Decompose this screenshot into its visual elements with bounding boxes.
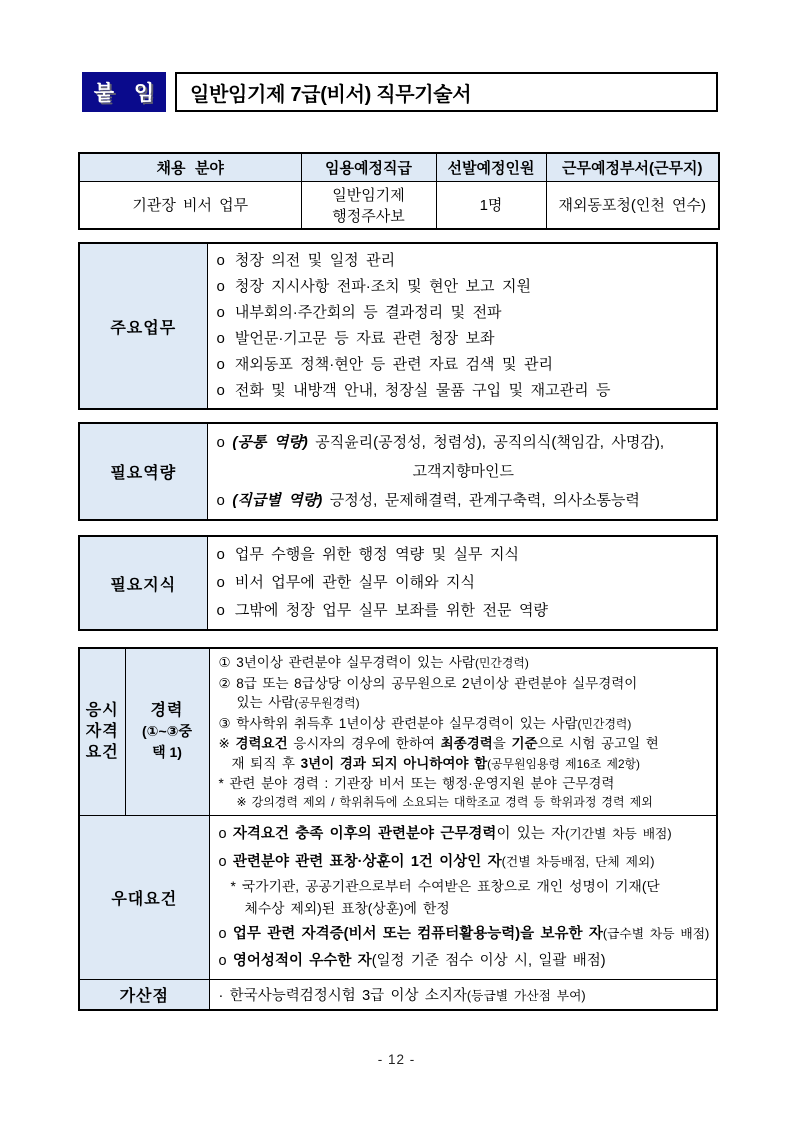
career-line: ③ 학사학위 취득후 1년이상 관련분야 실무경력이 있는 사람(민간경력) [218, 715, 632, 731]
recruit-data-row [79, 181, 719, 229]
competency-line: o (공통 역량) 공직윤리(공정성, 청렴성), 공직의식(책임감, 사명감), [216, 434, 665, 451]
knowledge-item: o 비서 업무에 관한 실무 이해와 지식 [217, 569, 711, 597]
required-knowledge-table [78, 535, 718, 631]
career-label: 경력 (①~③중 택 1) [125, 648, 209, 815]
career-line: ※ 경력요건 응시자의 경우에 한하여 최종경력을 기준으로 시험 공고일 현 [218, 736, 659, 751]
duty-item: o 청장 의전 및 일정 관리 [217, 248, 711, 274]
career-line: * 관련 분야 경력 : 기관장 비서 또는 행정·운영지원 분야 근무경력 [218, 776, 615, 791]
bullet-marker: o [216, 602, 225, 619]
career-line: 있는 사람(공무원경력) [236, 695, 360, 710]
bullet-marker: o [216, 304, 225, 321]
cell-grade [301, 181, 436, 229]
main-duties-content [207, 243, 717, 409]
recruit-header-row [79, 153, 719, 181]
duty-item: o 발언문·기고문 등 자료 관련 청장 보좌 [217, 326, 711, 352]
knowledge-label: 필요지식 [79, 536, 207, 630]
knowledge-item: o 그밖에 청장 업무 실무 보좌를 위한 전문 역량 [217, 597, 711, 625]
bonus-row [79, 979, 717, 1010]
competency-label: 필요역량 [79, 423, 207, 520]
bullet-marker: o [216, 278, 225, 295]
header-count: 선발예정인원 [436, 153, 546, 181]
bullet-marker: o [216, 574, 225, 591]
header-field: 채용 분야 [79, 153, 301, 181]
bonus-label: 가산점 [79, 979, 209, 1010]
knowledge-item: o 업무 수행을 위한 행정 역량 및 실무 지식 [217, 541, 711, 569]
career-content [209, 648, 717, 815]
qualification-label: 응시 자격 요건 [79, 648, 125, 815]
preferred-line: * 국가기관, 공공기관으로부터 수여받은 표창으로 개인 성명이 기재(단 [230, 878, 660, 894]
bonus-content: · 한국사능력검정시험 3급 이상 소지자(등급별 가산점 부여) [209, 979, 717, 1010]
recruit-table [78, 152, 720, 230]
preferred-line: o 자격요건 충족 이후의 관련분야 근무경력이 있는 자(기간별 차등 배점) [218, 825, 672, 842]
grade-line-2: 행정주사보 [332, 207, 405, 225]
career-line: ② 8급 또는 8급상당 이상의 공무원으로 2년이상 관련분야 실무경력이 [218, 675, 638, 691]
duty-item: o 내부회의·주간회의 등 결과정리 및 전파 [217, 300, 711, 326]
preferred-line: 체수상 제외)된 표창(상훈)에 한정 [244, 900, 450, 916]
knowledge-content [207, 536, 717, 630]
career-line: ※ 강의경력 제외 / 학위취득에 소요되는 대학조교 경력 등 학위과정 경력 제외 [236, 794, 653, 809]
bullet-marker: o [216, 546, 225, 563]
bullet-marker: o [216, 252, 225, 269]
duty-item: o 전화 및 내방객 안내, 청장실 물품 구입 및 재고관리 등 [217, 378, 711, 404]
document-body [78, 152, 718, 1011]
attachment-badge: 붙 임 [82, 72, 166, 112]
career-line: 재 퇴직 후 3년이 경과 되지 아니하여야 함(공무원임용령 제16조 제2항) [231, 755, 640, 771]
bullet-marker: o [216, 330, 225, 347]
required-competency-table [78, 422, 718, 521]
career-line: ① 3년이상 관련분야 실무경력이 있는 사람(민간경력) [218, 655, 529, 670]
competency-line: o (직급별 역량) 긍정성, 문제해결력, 관계구축력, 의사소통능력 [216, 492, 640, 509]
cell-field: 기관장 비서 업무 [79, 181, 301, 229]
preferred-line: o 영어성적이 우수한 자(일정 기준 점수 이상 시, 일괄 배점) [218, 952, 606, 969]
doc-header [82, 72, 718, 112]
preferred-label: 우대요건 [79, 815, 209, 979]
grade-line-1: 일반임기제 [332, 186, 405, 204]
preferred-content [209, 815, 717, 979]
preferred-line: o 업무 관련 자격증(비서 또는 컴퓨터활용능력)을 보유한 자(급수별 차등 배점) [218, 925, 710, 942]
main-duties-label: 주요업무 [79, 243, 207, 409]
qualification-table [78, 647, 718, 1011]
duty-item: o 청장 지시사항 전파·조치 및 현안 보고 지원 [217, 274, 711, 300]
bullet-marker: o [216, 382, 225, 399]
competency-content [207, 423, 717, 520]
doc-title: 일반임기제 7급(비서) 직무기술서 [175, 72, 718, 112]
competency-line: 고객지향마인드 [412, 463, 514, 480]
cell-workplace: 재외동포청(인천 연수) [546, 181, 719, 229]
cell-count: 1명 [436, 181, 546, 229]
career-row [79, 648, 717, 815]
duty-item: o 재외동포 정책·현안 등 관련 자료 검색 및 관리 [217, 352, 711, 378]
main-duties-table [78, 242, 718, 410]
header-grade: 임용예정직급 [301, 153, 436, 181]
bullet-marker: o [216, 356, 225, 373]
header-workplace: 근무예정부서(근무지) [546, 153, 719, 181]
preferred-line: o 관련분야 관련 표창·상훈이 1건 이상인 자(건별 차등배점, 단체 제외) [218, 853, 655, 870]
page-number: - 12 - [377, 1052, 416, 1067]
preferred-row [79, 815, 717, 979]
